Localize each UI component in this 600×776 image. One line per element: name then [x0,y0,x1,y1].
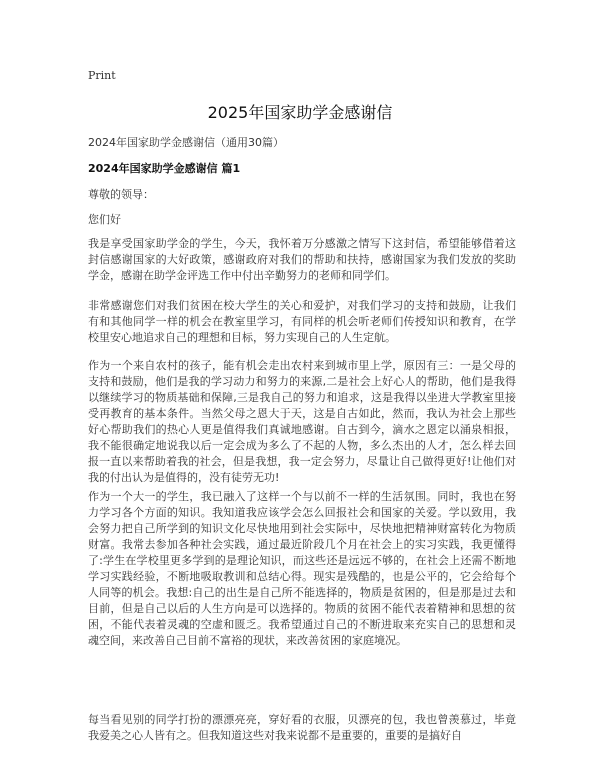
paragraph: 非常感谢您们对我们贫困在校大学生的关心和爱护，对我们学习的支持和鼓励，让我们有和其他同学一样的机会在教室里学习，有同样的机会听老师们传授知识和教育，在学校里安心地追求自己的理想和目标，努力实现自己的人生定航。 [88,299,516,344]
greeting: 您们好 [88,213,121,226]
section-heading: 2024年国家助学金感谢信 篇1 [88,162,241,175]
document-subtitle: 2024年国家助学金感谢信（通用30篇） [88,136,284,149]
paragraph: 我是享受国家助学金的学生，今天，我怀着万分感激之情写下这封信，希望能够借着这封信感谢国家的大好政策，感谢政府对我们的帮助和扶持，感谢国家为我们发放的奖助学金，感谢在助学金评选工作中付出辛勤努力的老师和同学们。 [88,237,516,282]
paragraph: 作为一个大一的学生，我已融入了这样一个与以前不一样的生活氛围。同时，我也在努力学习各个方面的知识。我知道我应该学会怎么回报社会和国家的关爱。学以致用，我会努力把自己所学到的知识文化尽快地用到社会实际中，尽快地把精神财富转化为物质财富。我常去参加各种社会实践，通过最近阶段几个月在社会上的实习实践，我更懂得了:学生在学校里更多学到的是理论知识，而这些还是远远不够的，在社会上还需不断地学习实践经验，不断地吸取教训和总结心得。现实是残酷的，也是公平的，它会给每个人同等的机会。我想:自己的出生是自己所不能选择的，物质是贫困的，但是那是过去和目前，但是自己以后的人生方向是可以选择的。物质的贫困不能代表着精神和思想的贫困，不能代表着灵魂的空虚和匮乏。我希望通过自己的不断进取来充实自己的思想和灵魂空间，来改善自己目前不富裕的现状，来改善贫困的家庭境况。 [88,490,516,647]
print-label: Print [88,69,116,82]
paragraph: 每当看见别的同学打扮的漂漂亮亮，穿好看的衣服，贝漂亮的包，我也曾羡慕过，毕竟我爱美之心人皆有之。但我知道这些对我来说都不是重要的，重要的是搞好自 [88,713,516,742]
page-title: 2025年国家助学金感谢信 [207,103,393,122]
paragraph: 作为一个来自农村的孩子，能有机会走出农村来到城市里上学，原因有三：一是父母的支持和鼓励，他们是我的学习动力和努力的来源,二是社会上好心人的帮助，他们是我得以继续学习的物质基础和保障,三是我自己的努力和追求，这是我得以坐进大学教室里接受再教育的基本条件。当然父母之恩大于天，这是自古如此，然而，我认为社会上那些好心帮助我们的热心人更是值得我们真诚地感谢。自古到今，滴水之恩定以涌泉相报，我不能很确定地说我以后一定会成为多么了不起的人物，多么杰出的人才，怎么样去回报一直以来帮助着我的社会，但是我想，我一定会努力，尽量让自己做得更好!让他们对我的付出认为是值得的，没有徒劳无功! [88,359,516,484]
salutation: 尊敬的领导： [88,188,154,201]
